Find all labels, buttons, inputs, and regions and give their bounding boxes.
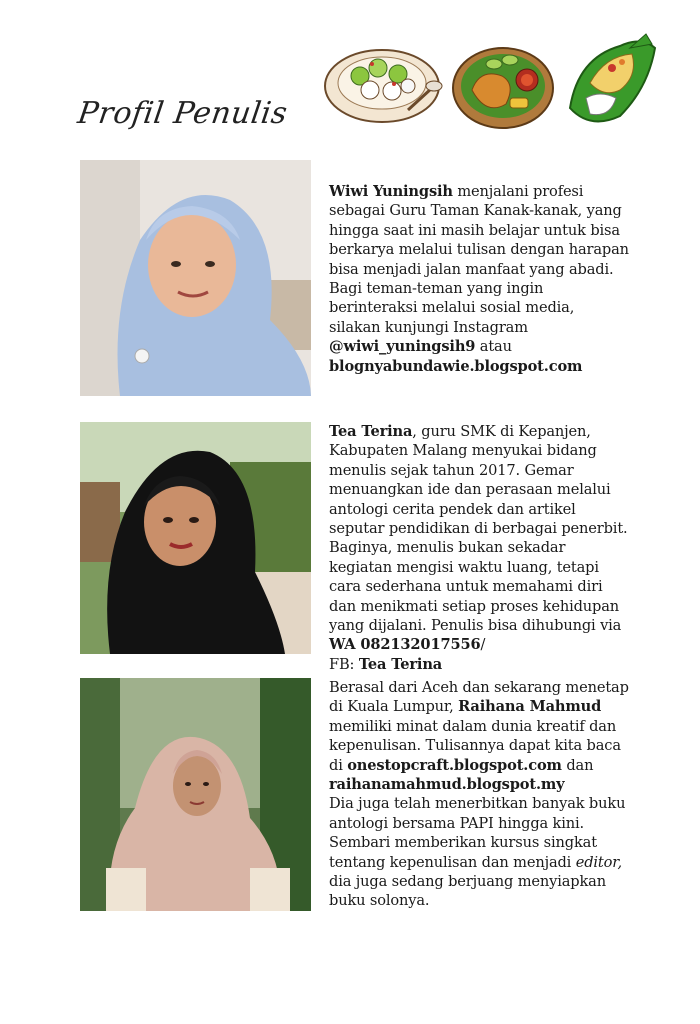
blog-url-1: onestopcraft.blogspot.com (347, 756, 562, 774)
facebook-name: Tea Terina (358, 655, 443, 673)
blog-url-2: raihanamahmud.blogspot.my (329, 776, 565, 794)
author-name: Tea Terina (329, 423, 413, 440)
editor-italic: editor, (575, 853, 622, 871)
author-photo-wiwi (80, 160, 311, 396)
author-photo-tea (80, 422, 311, 658)
banana-leaf-rice-icon (570, 34, 655, 121)
author-photo-raihana (80, 678, 311, 914)
author-name: Wiwi Yuningsih (329, 183, 453, 200)
author-name: Raihana Mahmud (458, 698, 602, 716)
fried-chicken-basket-icon (453, 48, 553, 128)
whatsapp-number: WA 082132017556 (329, 636, 481, 654)
instagram-handle: @wiwi_yuningsih9 (329, 338, 476, 356)
nasi-tumpeng-kuning-plate-icon (325, 50, 442, 122)
author-bio-tea: Tea Terina, guru SMK di Kepanjen, Kabupaten Malang menyukai bidang menulis sejak tahun 2017. Gemar menuangkan ide dan perasaan melalui antologi cerita pendek dan artikel seputar pendidikan di berbagai penerbit. Baginya, menulis bukan sekadar kegiatan mengisi waktu luang, tetapi cara sederhana untuk memahami diri dan menikmati setiap proses kehidupan yang dijalani. Penulis bisa dihubungi via WA 082132017556/ FB: Tea Terina (329, 423, 628, 673)
food-illustrations (320, 28, 660, 138)
blog-url: blognyabundawie.blogspot.com (329, 357, 583, 375)
author-bio-raihana: Berasal dari Aceh dan sekarang menetap di Kuala Lumpur, Raihana Mahmud memiliki minat dalam dunia kreatif dan kepenulisan. Tulisannya dapat kita baca di onestopcraft.blogspot.com dan raihanamahmud.blogspot.my Dia juga telah menerbitkan banyak buku antologi bersama PAPI hingga kini. Sembari memberikan kursus singkat tentang kepenulisan dan menjadi editor, dia juga sedang berjuang menyiapkan buku solonya. (329, 679, 629, 910)
author-bio-wiwi: Wiwi Yuningsih menjalani profesi sebagai Guru Taman Kanak-kanak, yang hingga saat ini masih belajar untuk bisa berkarya melalui tulisan dengan harapan bisa menjadi jalan manfaat yang abadi. Bagi teman-teman yang ingin berinteraksi melalui sosial media, silakan kunjungi Instagram @wiwi_yuningsih9 atau blognyabundawie.blogspot.com (329, 183, 629, 375)
page-title: Profil Penulis (75, 96, 290, 131)
